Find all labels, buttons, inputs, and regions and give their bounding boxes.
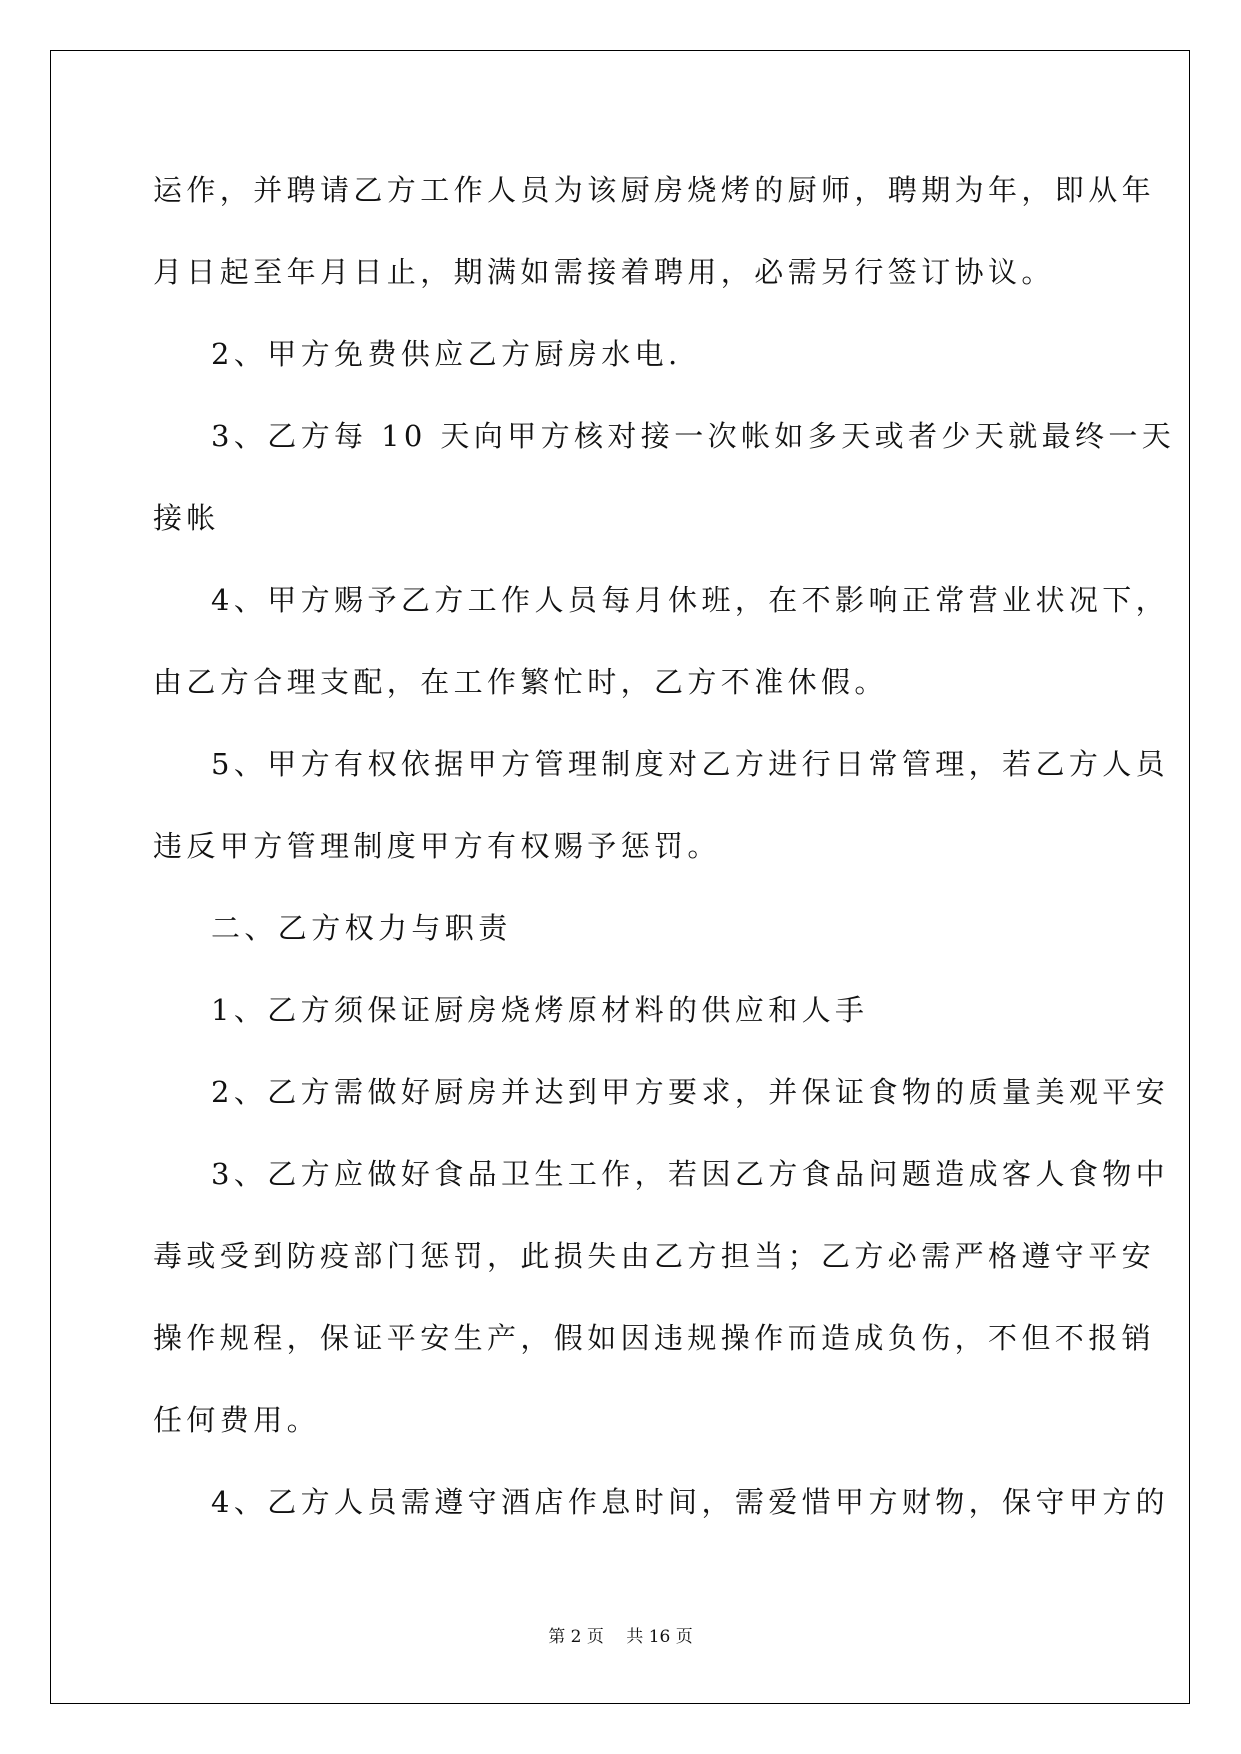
text-line-5: 接帐 xyxy=(153,501,220,535)
page-border xyxy=(50,50,1190,1704)
text-line-4: 3、乙方每 10 天向甲方核对接一次帐如多天或者少天就最终一天 xyxy=(211,419,1176,453)
text-line-12: 2、乙方需做好厨房并达到甲方要求，并保证食物的质量美观平安 xyxy=(211,1075,1170,1109)
section-heading: 二、乙方权力与职责 xyxy=(211,911,512,945)
text-line-8: 5、甲方有权依据甲方管理制度对乙方进行日常管理，若乙方人员 xyxy=(211,747,1170,781)
text-line-1: 运作，并聘请乙方工作人员为该厨房烧烤的厨师，聘期为年，即从年 xyxy=(153,173,1156,207)
text-line-3: 2、甲方免费供应乙方厨房水电. xyxy=(211,337,682,371)
text-line-14: 毒或受到防疫部门惩罚，此损失由乙方担当；乙方必需严格遵守平安 xyxy=(153,1239,1156,1273)
text-line-15: 操作规程，保证平安生产，假如因违规操作而造成负伤，不但不报销 xyxy=(153,1321,1156,1355)
text-line-13: 3、乙方应做好食品卫生工作，若因乙方食品问题造成客人食物中 xyxy=(211,1157,1170,1191)
text-line-17: 4、乙方人员需遵守酒店作息时间，需爱惜甲方财物，保守甲方的 xyxy=(211,1485,1170,1519)
text-line-7: 由乙方合理支配，在工作繁忙时，乙方不准休假。 xyxy=(153,665,888,699)
text-line-16: 任何费用。 xyxy=(153,1403,321,1437)
page-number: 第 2 页 共 16 页 xyxy=(548,1627,693,1647)
text-line-11: 1、乙方须保证厨房烧烤原材料的供应和人手 xyxy=(211,993,869,1027)
text-line-6: 4、甲方赐予乙方工作人员每月休班，在不影响正常营业状况下， xyxy=(211,583,1170,617)
text-line-2: 月日起至年月日止，期满如需接着聘用，必需另行签订协议。 xyxy=(153,255,1055,289)
text-line-9: 违反甲方管理制度甲方有权赐予惩罚。 xyxy=(153,829,721,863)
